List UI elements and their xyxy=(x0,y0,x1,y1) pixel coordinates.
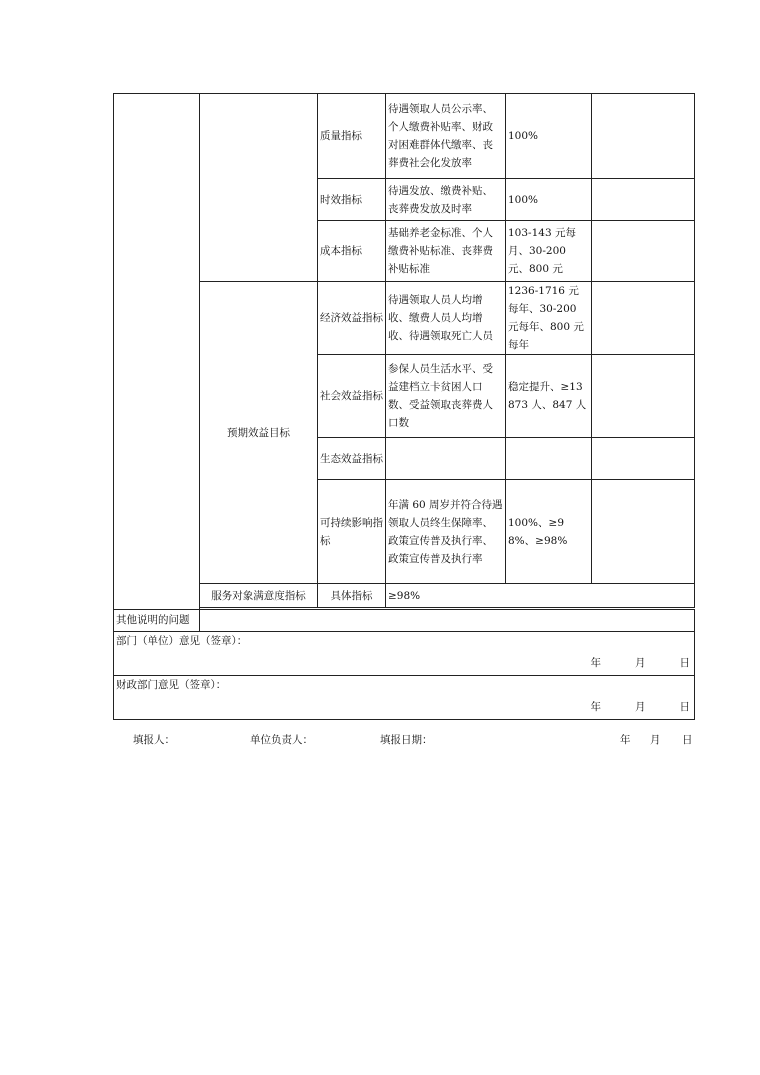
dept-opinion-date xyxy=(114,654,694,672)
finance-opinion-date xyxy=(114,698,694,716)
date-day: 日 xyxy=(679,700,690,713)
content-cell: 基础养老金标准、个人缴费补贴标准、丧葬费补贴标准 xyxy=(386,221,506,282)
value-cell: 100%、≥98%、≥98% xyxy=(506,480,592,584)
content-cell: 待遇发放、缴费补贴、丧葬费发放及时率 xyxy=(386,179,506,221)
footer-month: 月 xyxy=(650,734,661,746)
content-cell: 待遇领取人员人均增收、缴费人员人均增收、待遇领取死亡人员 xyxy=(386,282,506,355)
indicator-cell: 成本指标 xyxy=(318,221,386,282)
remark-cell xyxy=(592,438,695,480)
satisfaction-label: 服务对象满意度指标 xyxy=(200,584,318,608)
remark-cell xyxy=(592,94,695,179)
other-notes-row xyxy=(114,609,695,631)
content-cell xyxy=(386,438,506,480)
finance-opinion-cell xyxy=(114,675,695,719)
unit-head-label: 单位负责人： xyxy=(250,734,313,746)
value-cell: 100% xyxy=(506,94,592,179)
footer-year: 年 xyxy=(620,734,631,746)
blank-left-cell xyxy=(114,94,200,610)
date-day: 日 xyxy=(679,656,690,669)
indicator-cell: 社会效益指标 xyxy=(318,355,386,438)
remark-cell xyxy=(592,480,695,584)
content-cell: 待遇领取人员公示率、个人缴费补贴率、财政对困难群体代缴率、丧葬费社会化发放率 xyxy=(386,94,506,179)
fill-date-label: 填报日期： xyxy=(380,734,433,746)
expected-benefit-label: 预期效益目标 xyxy=(200,282,318,584)
date-month: 月 xyxy=(635,700,646,713)
date-year: 年 xyxy=(590,656,601,669)
other-notes-value xyxy=(200,609,695,631)
footer-day: 日 xyxy=(682,734,693,746)
indicator-cell: 生态效益指标 xyxy=(318,438,386,480)
finance-opinion-row xyxy=(114,675,695,719)
satisfaction-row xyxy=(114,584,695,608)
dept-opinion-label: 部门（单位）意见（签章）： xyxy=(116,634,248,647)
content-cell: 参保人员生活水平、受益建档立卡贫困人口数、受益领取丧葬费人口数 xyxy=(386,355,506,438)
blank-output-cell xyxy=(200,94,318,282)
value-cell: 1236-1716 元每年、30-200 元每年、800 元每年 xyxy=(506,282,592,355)
indicator-cell: 可持续影响指标 xyxy=(318,480,386,584)
remark-cell xyxy=(592,282,695,355)
date-month: 月 xyxy=(635,656,646,669)
other-notes-label: 其他说明的问题 xyxy=(114,609,200,631)
table-row xyxy=(114,94,695,179)
indicator-cell: 质量指标 xyxy=(318,94,386,179)
value-cell: 100% xyxy=(506,179,592,221)
satisfaction-value: ≥98% xyxy=(386,584,695,608)
performance-table xyxy=(113,93,695,720)
dept-opinion-cell xyxy=(114,631,695,675)
finance-opinion-label: 财政部门意见（签章）： xyxy=(116,678,227,691)
value-cell xyxy=(506,438,592,480)
date-year: 年 xyxy=(590,700,601,713)
satisfaction-indicator: 具体指标 xyxy=(318,584,386,608)
dept-opinion-row xyxy=(114,631,695,675)
content-cell: 年满 60 周岁并符合待遇领取人员终生保障率、政策宣传普及执行率、政策宣传普及执行率 xyxy=(386,480,506,584)
remark-cell xyxy=(592,221,695,282)
indicator-cell: 时效指标 xyxy=(318,179,386,221)
filler-label: 填报人： xyxy=(133,734,175,746)
remark-cell xyxy=(592,179,695,221)
value-cell: 103-143 元每月、30-200 元、800 元 xyxy=(506,221,592,282)
indicator-cell: 经济效益指标 xyxy=(318,282,386,355)
value-cell: 稳定提升、≥13873 人、847 人 xyxy=(506,355,592,438)
remark-cell xyxy=(592,355,695,438)
table-row xyxy=(114,282,695,355)
